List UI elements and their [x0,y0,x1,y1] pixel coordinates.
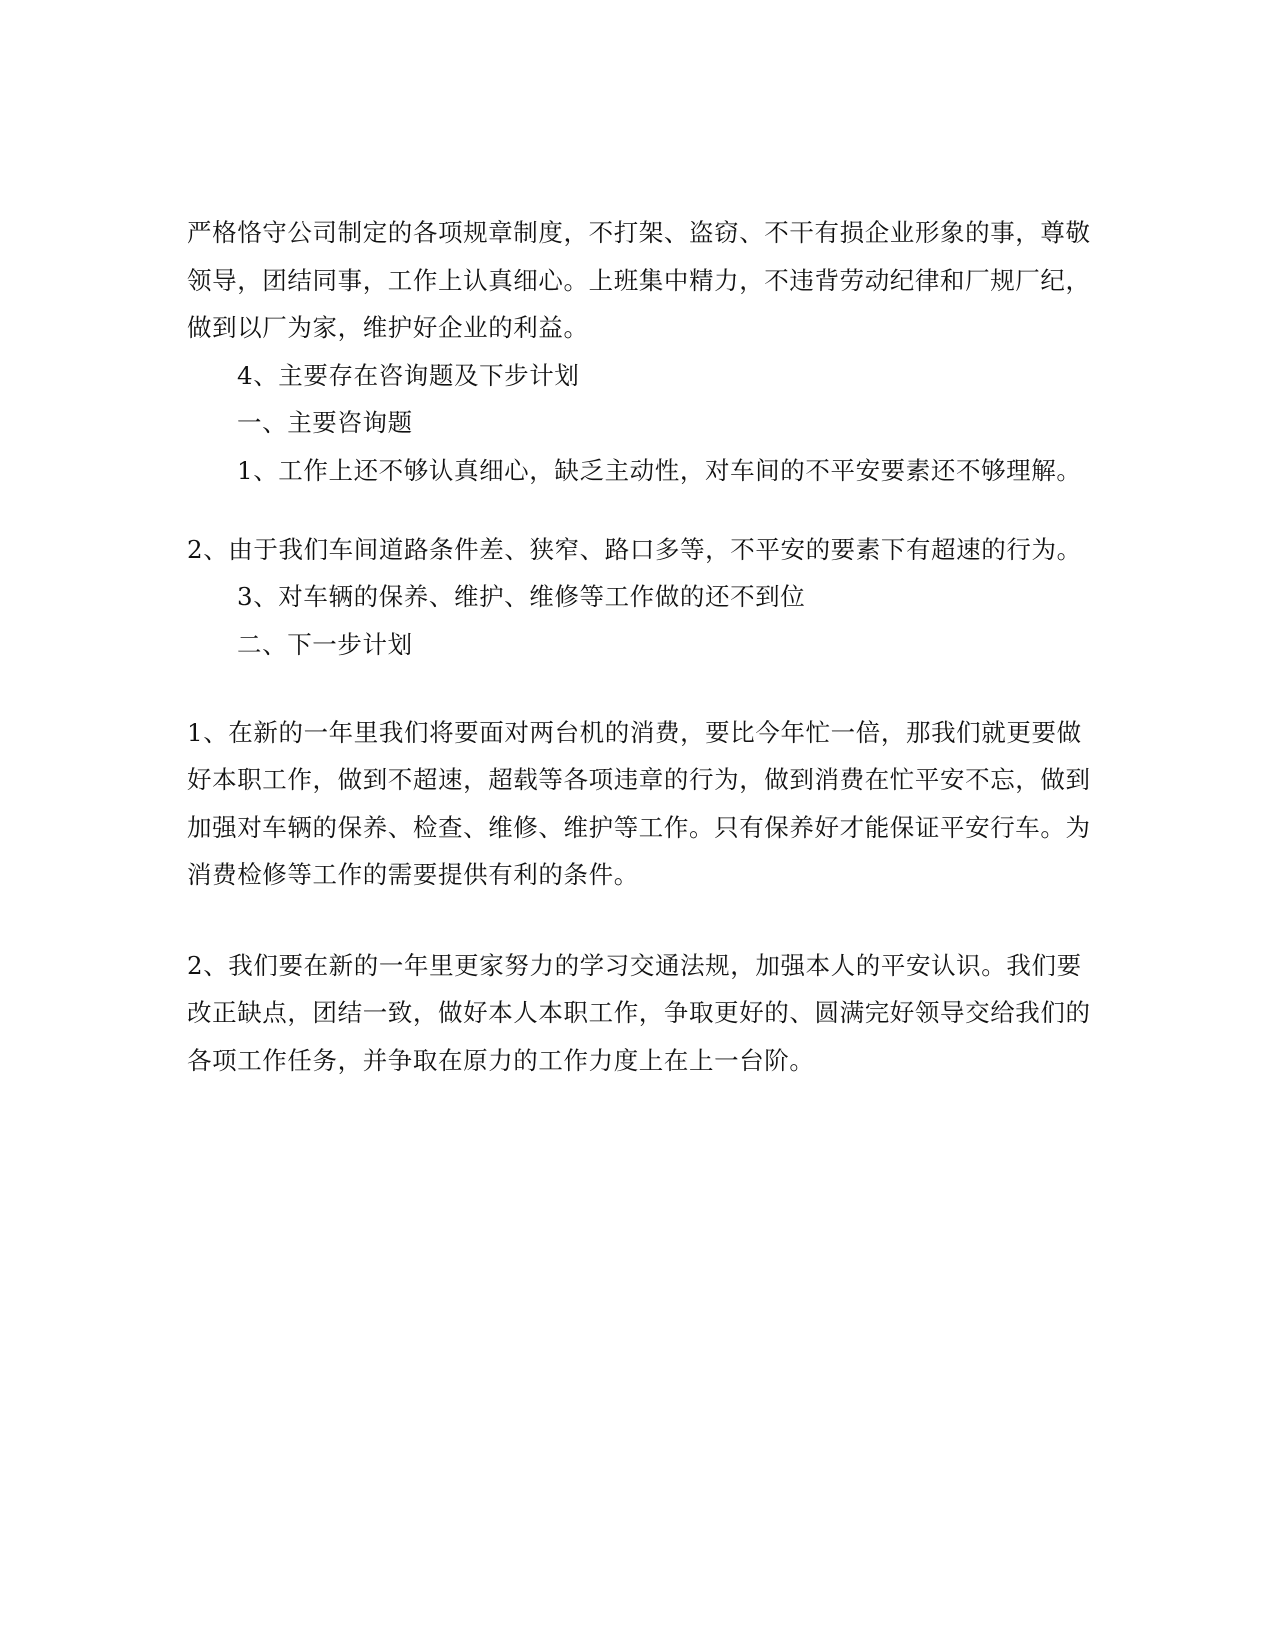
paragraph-line: 消费检修等工作的需要提供有利的条件。 [187,860,639,889]
subsection-heading: 二、下一步计划 [237,630,413,659]
paragraph-line: 严格恪守公司制定的各项规章制度，不打架、盗窃、不干有损企业形象的事，尊敬 [187,218,1091,247]
paragraph-line: 各项工作任务，并争取在原力的工作力度上在上一台阶。 [187,1046,815,1075]
list-item: 3、对车辆的保养、维护、维修等工作做的还不到位 [237,582,806,611]
subsection-heading: 一、主要咨询题 [237,408,413,437]
paragraph-line: 改正缺点，团结一致，做好本人本职工作，争取更好的、圆满完好领导交给我们的 [187,998,1091,1027]
paragraph-line: 领导，团结同事，工作上认真细心。上班集中精力，不违背劳动纪律和厂规厂纪， [187,266,1091,295]
section-heading: 4、主要存在咨询题及下步计划 [237,361,580,390]
list-item: 2、由于我们车间道路条件差、狭窄、路口多等，不平安的要素下有超速的行为。 [187,535,1082,564]
paragraph-line: 1、在新的一年里我们将要面对两台机的消费，要比今年忙一倍，那我们就更要做 [187,718,1082,747]
paragraph-line: 做到以厂为家，维护好企业的利益。 [187,313,589,342]
paragraph-line: 加强对车辆的保养、检查、维修、维护等工作。只有保养好才能保证平安行车。为 [187,813,1091,842]
paragraph-line: 2、我们要在新的一年里更家努力的学习交通法规，加强本人的平安认识。我们要 [187,951,1082,980]
list-item: 1、工作上还不够认真细心，缺乏主动性，对车间的不平安要素还不够理解。 [237,456,1082,485]
paragraph-line: 好本职工作，做到不超速，超载等各项违章的行为，做到消费在忙平安不忘，做到 [187,765,1091,794]
